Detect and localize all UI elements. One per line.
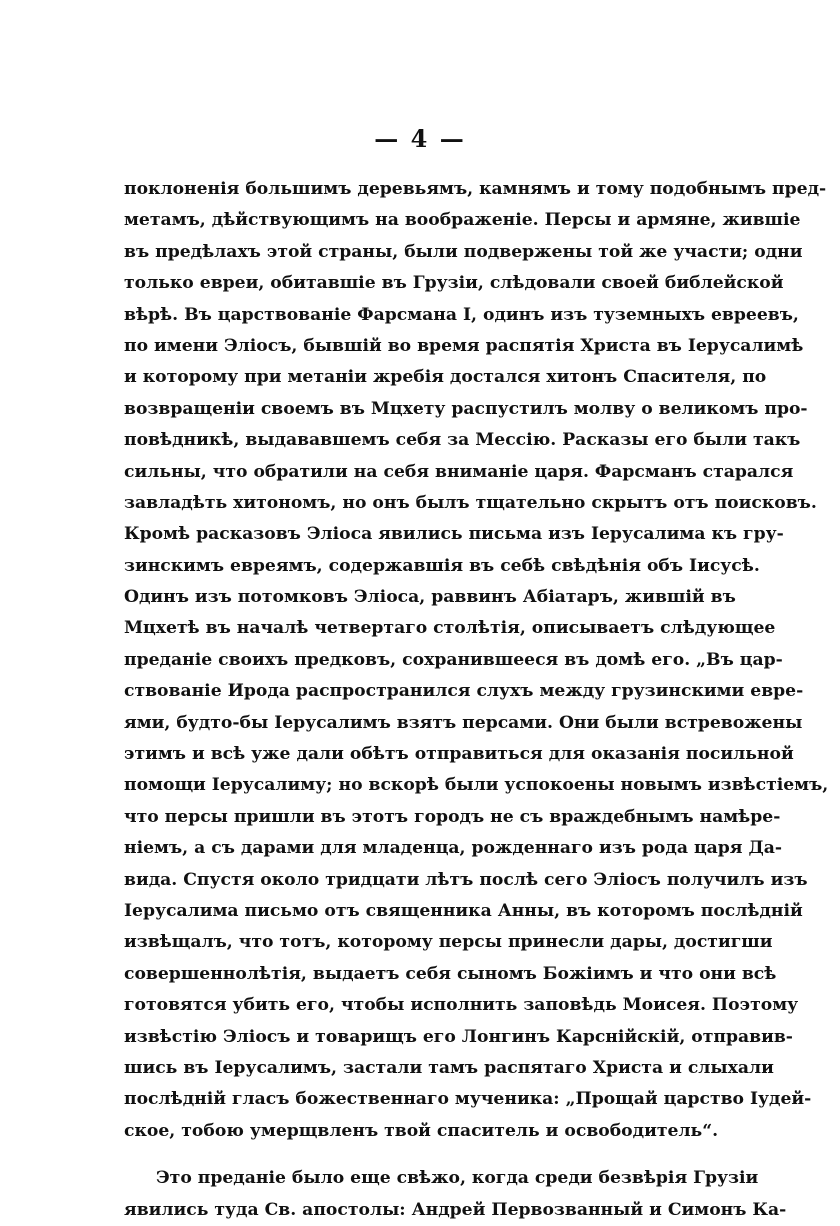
text-line: что персы пришли въ этотъ городъ не съ враждебнымъ намѣре-	[124, 806, 781, 827]
text-line: Кромѣ расказовъ Эліоса явились письма изъ Іерусалима къ гру-	[124, 524, 784, 545]
page-number: — 4 —	[374, 124, 466, 153]
text-line: готовятся убить его, чтобы исполнить заповѣдь Моисея. Поэтому	[124, 995, 799, 1016]
text-line: Іерусалима письмо отъ священника Анны, въ которомъ послѣдній	[124, 900, 803, 921]
text-line: Мцхетѣ въ началѣ четвертаго столѣтія, описываетъ слѣдующее	[124, 618, 776, 639]
text-line: явились туда Св. апостолы: Андрей Первозванный и Симонъ Ка-	[124, 1199, 787, 1220]
text-line: поклоненія большимъ деревьямъ, камнямъ и тому подобнымъ пред-	[124, 179, 827, 199]
text-line: повѣдникѣ, выдававшемъ себя за Мессію. Расказы его были такъ	[124, 430, 801, 451]
text-line: Это преданіе было еще свѣжо, когда среди безвѣрія Грузіи	[156, 1168, 759, 1189]
text-line: извѣщалъ, что тотъ, которому персы принесли дары, достигши	[124, 932, 773, 953]
body-text	[124, 174, 829, 1226]
text-line: только евреи, обитавшіе въ Грузіи, слѣдовали своей библейской	[124, 273, 784, 294]
text-line: метамъ, дѣйствующимъ на воображеніе. Персы и армяне, жившіе	[124, 210, 801, 231]
text-line: вида. Спустя около тридцати лѣтъ послѣ сего Эліосъ получилъ изъ	[124, 869, 808, 890]
paragraph	[124, 1163, 787, 1226]
text-line: зинскимъ евреямъ, содержавшія въ себѣ свѣдѣнія объ Іисусѣ.	[124, 555, 760, 576]
text-line: шись въ Іерусалимъ, застали тамъ распятаго Христа и слыхали	[124, 1057, 774, 1078]
paragraph	[124, 174, 829, 1147]
text-line: ствованіе Ирода распространился слухъ между грузинскими евре-	[124, 681, 804, 702]
text-line: совершеннолѣтія, выдаетъ себя сыномъ Божіимъ и что они всѣ	[124, 963, 777, 984]
text-line: вѣрѣ. Въ царствованіе Фарсмана I, одинъ изъ туземныхъ евреевъ,	[124, 304, 799, 325]
text-line: ями, будто-бы Іерусалимъ взятъ персами. Они были встревожены	[124, 712, 803, 733]
text-line: по имени Эліосъ, бывшій во время распятія Христа въ Іерусалимѣ	[124, 335, 804, 356]
text-line: завладѣть хитономъ, но онъ былъ тщательно скрытъ отъ поисковъ.	[124, 492, 817, 513]
text-line: ское, тобою умерщвленъ твой спаситель и освободитель“.	[124, 1120, 719, 1141]
text-line: преданіе своихъ предковъ, сохранившееся въ домѣ его. „Въ цар-	[124, 649, 783, 670]
paragraph-gap	[124, 1147, 684, 1163]
text-line: этимъ и всѣ уже дали обѣтъ отправиться для оказанія посильной	[124, 744, 794, 765]
text-line: ніемъ, а съ дарами для младенца, рожденнаго изъ рода царя Да-	[124, 838, 783, 859]
text-line: помощи Іерусалиму; но вскорѣ были успокоены новымъ извѣстіемъ,	[124, 775, 829, 796]
text-line: возвращеніи своемъ въ Мцхету распустилъ молву о великомъ про-	[124, 398, 808, 419]
text-line: Одинъ изъ потомковъ Эліоса, раввинъ Абіатаръ, жившій въ	[124, 587, 736, 608]
text-line: сильны, что обратили на себя вниманіе царя. Фарсманъ старался	[124, 461, 794, 482]
text-line: и которому при метаніи жребія достался хитонъ Спасителя, по	[124, 367, 767, 388]
text-line: послѣдній гласъ божественнаго мученика: „Прощай царство Іудей-	[124, 1089, 812, 1110]
text-line: въ предѣлахъ этой страны, были подвержены той же участи; одни	[124, 241, 803, 262]
text-line: извѣстію Эліосъ и товарищъ его Лонгинъ Карснійскій, отправив-	[124, 1026, 793, 1047]
